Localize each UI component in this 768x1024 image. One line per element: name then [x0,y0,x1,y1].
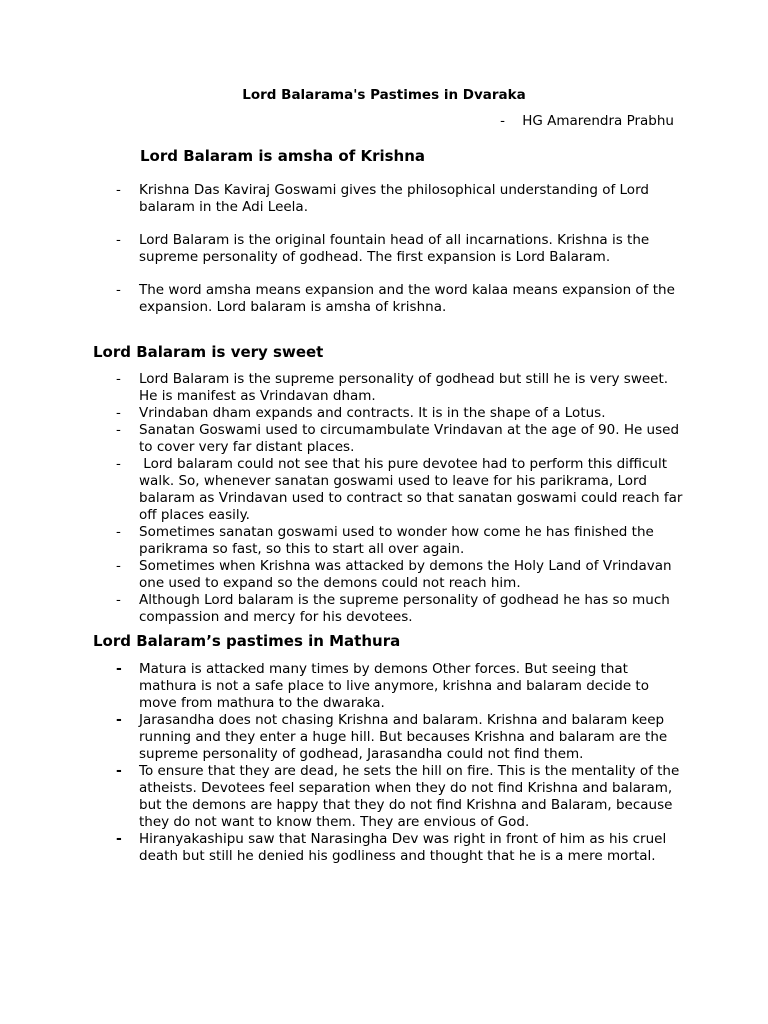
list-item-text: Lord Balaram is the original fountain head of all incarnations. Krishna is the supreme personality of godhead. The first expansion is Lord Balaram. [139,232,650,265]
list-item-text: Vrindaban dham expands and contracts. It is in the shape of a Lotus. [139,405,606,421]
bullet-dash: - [116,282,121,298]
bullet-dash: - [116,405,121,421]
section3-heading: Lord Balaram’s pastimes in Mathura [93,632,401,650]
list-item-text: Although Lord balaram is the supreme personality of godhead he has so much compassion and mercy for his devotees. [139,592,670,625]
list-item [0,763,768,831]
list-item-text: Sometimes sanatan goswami used to wonder how come he has finished the parikrama so fast, so this to start all over again. [139,524,654,557]
list-item [0,405,768,422]
document-title: Lord Balarama's Pastimes in Dvaraka [242,87,526,103]
bullet-dash: - [116,232,121,248]
list-item [0,232,768,266]
bullet-dash: - [116,592,121,608]
list-item-text: Matura is attacked many times by demons Other forces. But seeing that mathura is not a safe place to live anymore, krishna and balaram decide to move from mathura to the dwaraka. [139,661,649,711]
author-line [500,113,674,129]
list-item-text: The word amsha means expansion and the word kalaa means expansion of the expansion. Lord balaram is amsha of krishna. [139,282,675,315]
bullet-dash: - [116,182,121,198]
list-item [0,524,768,558]
list-item-text: Hiranyakashipu saw that Narasingha Dev was right in front of him as his cruel death but still he denied his godliness and thought that he is a mere mortal. [139,831,667,864]
bullet-dash: - [116,763,122,779]
section2-heading: Lord Balaram is very sweet [93,343,324,361]
section2-list [0,371,768,626]
list-item [0,592,768,626]
list-item [0,371,768,405]
bullet-dash: - [116,524,121,540]
section1-heading: Lord Balaram is amsha of Krishna [140,147,426,165]
bullet-dash: - [116,422,121,438]
author-name: HG Amarendra Prabhu [522,113,674,129]
list-item-text: Sanatan Goswami used to circumambulate Vrindavan at the age of 90. He used to cover very far distant places. [139,422,680,455]
bullet-dash: - [116,558,121,574]
list-item [0,558,768,592]
section3-list [0,661,768,865]
list-item [0,661,768,712]
list-item-text: Krishna Das Kaviraj Goswami gives the philosophical understanding of Lord balaram in the Adi Leela. [139,182,649,215]
list-item [0,456,768,524]
bullet-dash: - [116,661,122,677]
list-item [0,282,768,316]
list-item [0,831,768,865]
list-item-text: To ensure that they are dead, he sets the hill on fire. This is the mentality of the atheists. Devotees feel separation when they do not find Krishna and balaram, but the demons are happy that they do not find Krishna and Balaram, because they do not want to know them. They are envious of God. [139,763,680,830]
list-item-text: Jarasandha does not chasing Krishna and balaram. Krishna and balaram keep running and they enter a huge hill. But becauses Krishna and balaram are the supreme personality of godhead, Jarasandha could not find them. [139,712,668,762]
list-item-text: Lord Balaram is the supreme personality of godhead but still he is very sweet. He is manifest as Vrindavan dham. [139,371,669,404]
bullet-dash: - [116,371,121,387]
list-item-text: Sometimes when Krishna was attacked by demons the Holy Land of Vrindavan one used to expand so the demons could not reach him. [139,558,672,591]
author-dash: - [500,113,506,129]
list-item [0,712,768,763]
bullet-dash: - [116,456,121,472]
list-item-text: Lord balaram could not see that his pure devotee had to perform this difficult walk. So, whenever sanatan goswami used to leave for his parikrama, Lord balaram as Vrindavan used to contract so that sanatan goswami could reach far off places easily. [139,456,687,523]
bullet-dash: - [116,831,122,847]
list-item [0,422,768,456]
list-item [0,182,768,216]
section1-list [0,182,768,316]
bullet-dash: - [116,712,122,728]
